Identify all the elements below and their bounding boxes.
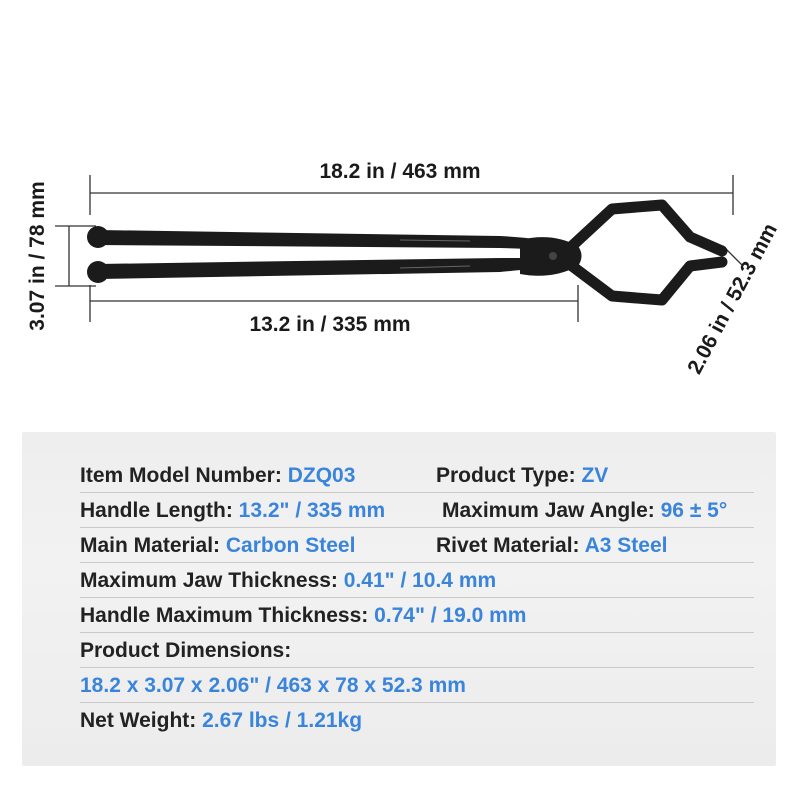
jaw-angle-label: Maximum Jaw Angle: bbox=[442, 499, 655, 522]
handle-end-ball-upper bbox=[87, 226, 109, 248]
spec-row-dimensions-label bbox=[80, 633, 776, 668]
handle-end-ball-lower bbox=[87, 261, 109, 283]
product-dimensions-value: 18.2 x 3.07 x 2.06" / 463 x 78 x 52.3 mm bbox=[80, 674, 466, 697]
spec-row-handle-thickness bbox=[80, 598, 776, 633]
handle-length-spec-label: Handle Length: bbox=[80, 499, 233, 522]
spec-row-model bbox=[80, 458, 776, 493]
handle-thickness-value: 0.74" / 19.0 mm bbox=[374, 604, 527, 627]
item-model-value: DZQ03 bbox=[287, 464, 356, 487]
handle-length-spec-value: 13.2" / 335 mm bbox=[238, 499, 386, 522]
tong-jaws bbox=[572, 205, 722, 300]
rivet-icon bbox=[549, 252, 557, 260]
handle-thickness-label: Handle Maximum Thickness: bbox=[80, 604, 369, 627]
net-weight-value: 2.67 lbs / 1.21kg bbox=[202, 709, 363, 732]
jaw-thickness-value: 0.41" / 10.4 mm bbox=[343, 569, 497, 592]
overall-length-label: 18.2 in / 463 mm bbox=[319, 160, 481, 183]
height-label: 3.07 in / 78 mm bbox=[26, 181, 49, 331]
rivet-material-label: Rivet Material: bbox=[436, 534, 580, 557]
rivet-material-value: A3 Steel bbox=[584, 534, 668, 557]
main-material-value: Carbon Steel bbox=[225, 534, 356, 557]
item-model-label: Item Model Number: bbox=[80, 464, 282, 487]
product-type-value: ZV bbox=[581, 464, 609, 487]
spec-row-handle-length bbox=[80, 493, 776, 528]
jaw-opening-label: 2.06 in / 52.3 mm bbox=[683, 219, 782, 378]
product-dimensions-label: Product Dimensions: bbox=[80, 639, 292, 662]
spec-row-material bbox=[80, 528, 776, 563]
main-material-label: Main Material: bbox=[80, 534, 221, 557]
spec-row-jaw-thickness bbox=[80, 563, 776, 598]
net-weight-label: Net Weight: bbox=[80, 709, 197, 732]
product-type-label: Product Type: bbox=[436, 464, 576, 487]
spec-row-weight bbox=[80, 703, 776, 738]
spec-panel bbox=[22, 432, 776, 766]
spec-row-dimensions-value bbox=[80, 668, 776, 703]
jaw-angle-value: 96 ± 5° bbox=[660, 499, 728, 522]
handle-length-label: 13.2 in / 335 mm bbox=[249, 313, 411, 336]
tongs bbox=[87, 226, 582, 283]
jaw-thickness-label: Maximum Jaw Thickness: bbox=[80, 569, 338, 592]
